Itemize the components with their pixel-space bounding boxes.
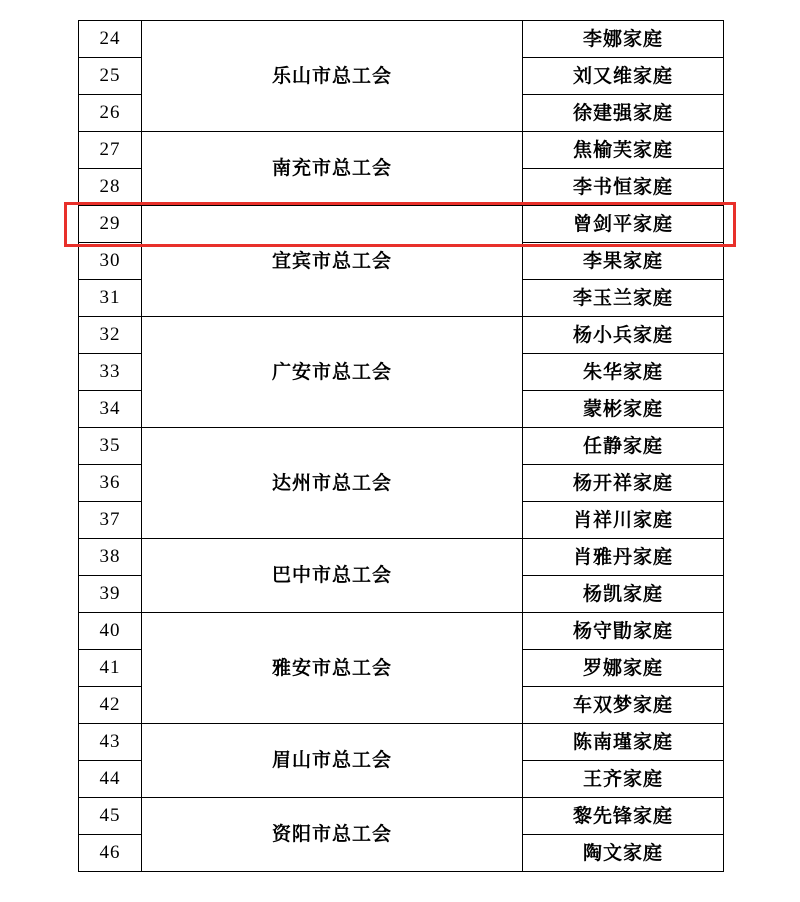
cell-sequence-number: 35 — [79, 428, 142, 465]
cell-sequence-number: 32 — [79, 317, 142, 354]
cell-sequence-number: 42 — [79, 687, 142, 724]
cell-sequence-number: 44 — [79, 761, 142, 798]
cell-family-name: 李玉兰家庭 — [523, 280, 724, 317]
cell-family-name: 蒙彬家庭 — [523, 391, 724, 428]
cell-family-name: 陈南瑾家庭 — [523, 724, 724, 761]
table-row — [79, 724, 724, 761]
cell-family-name: 罗娜家庭 — [523, 650, 724, 687]
cell-family-name: 李娜家庭 — [523, 21, 724, 58]
cell-family-name: 焦榆芙家庭 — [523, 132, 724, 169]
table-row — [79, 428, 724, 465]
cell-family-name: 陶文家庭 — [523, 835, 724, 872]
cell-sequence-number: 28 — [79, 169, 142, 206]
cell-family-name: 车双梦家庭 — [523, 687, 724, 724]
cell-organization: 乐山市总工会 — [142, 21, 523, 132]
table-row — [79, 21, 724, 58]
cell-organization: 达州市总工会 — [142, 428, 523, 539]
cell-family-name: 李书恒家庭 — [523, 169, 724, 206]
cell-family-name: 李果家庭 — [523, 243, 724, 280]
cell-sequence-number: 40 — [79, 613, 142, 650]
cell-sequence-number: 38 — [79, 539, 142, 576]
table-row — [79, 613, 724, 650]
cell-organization: 雅安市总工会 — [142, 613, 523, 724]
table-row — [79, 206, 724, 243]
cell-family-name: 任静家庭 — [523, 428, 724, 465]
cell-organization: 巴中市总工会 — [142, 539, 523, 613]
cell-sequence-number: 41 — [79, 650, 142, 687]
table-row — [79, 798, 724, 835]
cell-sequence-number: 36 — [79, 465, 142, 502]
cell-sequence-number: 29 — [79, 206, 142, 243]
cell-sequence-number: 46 — [79, 835, 142, 872]
cell-family-name: 杨开祥家庭 — [523, 465, 724, 502]
cell-sequence-number: 34 — [79, 391, 142, 428]
cell-sequence-number: 25 — [79, 58, 142, 95]
cell-sequence-number: 33 — [79, 354, 142, 391]
cell-sequence-number: 31 — [79, 280, 142, 317]
table-body — [79, 21, 724, 872]
cell-family-name: 肖祥川家庭 — [523, 502, 724, 539]
table-container — [78, 20, 722, 872]
cell-sequence-number: 45 — [79, 798, 142, 835]
table-row — [79, 132, 724, 169]
cell-organization: 广安市总工会 — [142, 317, 523, 428]
cell-organization: 南充市总工会 — [142, 132, 523, 206]
cell-family-name: 杨守勖家庭 — [523, 613, 724, 650]
cell-family-name: 曾剑平家庭 — [523, 206, 724, 243]
cell-sequence-number: 24 — [79, 21, 142, 58]
cell-family-name: 杨凯家庭 — [523, 576, 724, 613]
cell-sequence-number: 37 — [79, 502, 142, 539]
recommendation-table — [78, 20, 724, 872]
cell-family-name: 黎先锋家庭 — [523, 798, 724, 835]
cell-family-name: 肖雅丹家庭 — [523, 539, 724, 576]
cell-family-name: 杨小兵家庭 — [523, 317, 724, 354]
cell-organization: 资阳市总工会 — [142, 798, 523, 872]
cell-sequence-number: 39 — [79, 576, 142, 613]
table-row — [79, 317, 724, 354]
cell-organization: 眉山市总工会 — [142, 724, 523, 798]
cell-family-name: 徐建强家庭 — [523, 95, 724, 132]
cell-sequence-number: 30 — [79, 243, 142, 280]
cell-sequence-number: 26 — [79, 95, 142, 132]
table-row — [79, 539, 724, 576]
cell-sequence-number: 27 — [79, 132, 142, 169]
cell-family-name: 王齐家庭 — [523, 761, 724, 798]
cell-organization: 宜宾市总工会 — [142, 206, 523, 317]
cell-sequence-number: 43 — [79, 724, 142, 761]
cell-family-name: 刘又维家庭 — [523, 58, 724, 95]
cell-family-name: 朱华家庭 — [523, 354, 724, 391]
